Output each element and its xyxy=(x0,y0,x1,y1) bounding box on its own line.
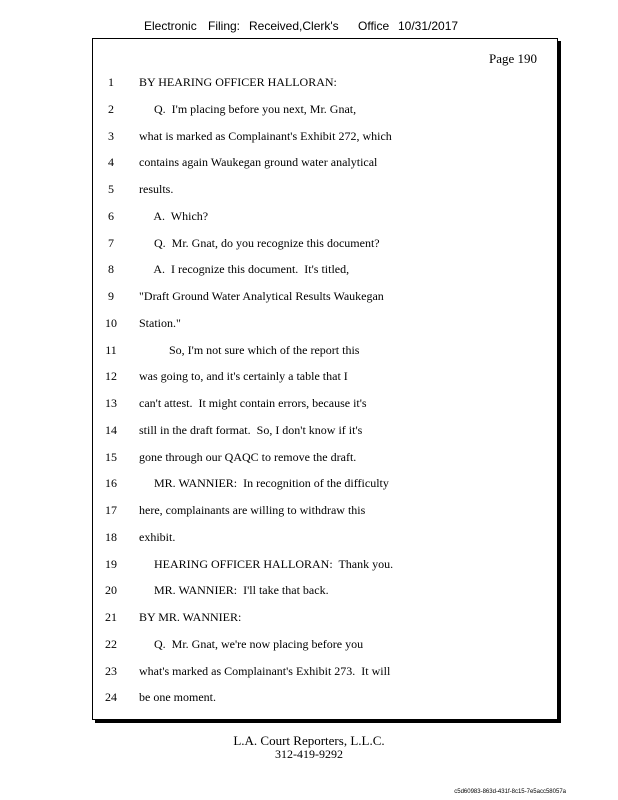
line-number: 13 xyxy=(105,396,117,410)
footer-phone: 312-419-9292 xyxy=(275,747,343,761)
line-number: 5 xyxy=(108,182,114,196)
line-text: HEARING OFFICER HALLORAN: Thank you. xyxy=(139,556,394,571)
transcript-page xyxy=(92,38,558,720)
filing-date: 10/31/2017 xyxy=(398,19,459,33)
line-text: Q. I'm placing before you next, Mr. Gnat, xyxy=(139,101,357,116)
line-number: 24 xyxy=(105,690,117,705)
line-number: 6 xyxy=(108,208,114,223)
line-number: 18 xyxy=(105,529,117,544)
line-number: 23 xyxy=(105,663,117,678)
line-text: BY MR. WANNIER: xyxy=(139,610,242,624)
line-number: 14 xyxy=(105,422,117,437)
line-text: what is marked as Complainant's Exhibit 272, which xyxy=(139,128,392,143)
line-text: here, complainants are willing to withdraw this xyxy=(139,503,366,517)
line-text: still in the draft format. So, I don't know if it's xyxy=(139,422,363,437)
filing-electronic: Electronic xyxy=(144,19,197,33)
line-number: 15 xyxy=(105,449,117,464)
line-text: exhibit. xyxy=(139,529,176,544)
line-number: 21 xyxy=(105,610,117,624)
footer-company: L.A. Court Reporters, L.L.C. xyxy=(233,733,385,748)
line-text: can't attest. It might contain errors, because it's xyxy=(139,396,367,410)
line-text: what's marked as Complainant's Exhibit 273. It will xyxy=(139,663,391,678)
document-hash: c5d60983-863d-431f-8c15-7e5acc58057a xyxy=(454,789,566,795)
line-number: 19 xyxy=(105,556,117,571)
line-number: 1 xyxy=(108,75,114,89)
line-number: 10 xyxy=(105,315,117,330)
line-text: MR. WANNIER: In recognition of the difficulty xyxy=(139,476,389,491)
line-number: 2 xyxy=(108,101,114,116)
line-text: So, I'm not sure which of the report this xyxy=(139,342,360,357)
line-text: Q. Mr. Gnat, we're now placing before you xyxy=(139,636,364,651)
line-number: 20 xyxy=(105,583,117,598)
line-number: 8 xyxy=(108,262,114,277)
line-text: BY HEARING OFFICER HALLORAN: xyxy=(139,75,337,89)
page-number: Page 190 xyxy=(488,51,537,66)
line-text: results. xyxy=(139,182,174,196)
filing-received: Received,Clerk's xyxy=(249,19,339,33)
line-text: MR. WANNIER: I'll take that back. xyxy=(139,583,329,598)
line-number: 3 xyxy=(108,128,114,143)
line-text: contains again Waukegan ground water analytical xyxy=(139,155,378,170)
line-number: 9 xyxy=(108,289,114,303)
line-text: be one moment. xyxy=(139,690,216,705)
filing-office: Office xyxy=(358,19,390,33)
line-number: 12 xyxy=(105,369,117,384)
line-number: 11 xyxy=(105,342,117,357)
filing-header xyxy=(0,19,618,35)
line-number: 17 xyxy=(105,503,117,517)
line-text: A. Which? xyxy=(139,208,209,223)
line-number: 4 xyxy=(108,155,114,170)
line-text: Q. Mr. Gnat, do you recognize this document? xyxy=(139,235,380,250)
line-number: 16 xyxy=(105,476,117,491)
line-text: A. I recognize this document. It's titled, xyxy=(139,262,350,277)
line-text: "Draft Ground Water Analytical Results Waukegan xyxy=(139,289,384,303)
line-text: gone through our QAQC to remove the draft. xyxy=(139,449,357,464)
filing-filing: Filing: xyxy=(208,19,241,33)
line-number: 7 xyxy=(108,235,114,250)
line-number: 22 xyxy=(105,636,117,651)
line-text: was going to, and it's certainly a table that I xyxy=(139,369,348,384)
line-text: Station." xyxy=(139,315,181,330)
